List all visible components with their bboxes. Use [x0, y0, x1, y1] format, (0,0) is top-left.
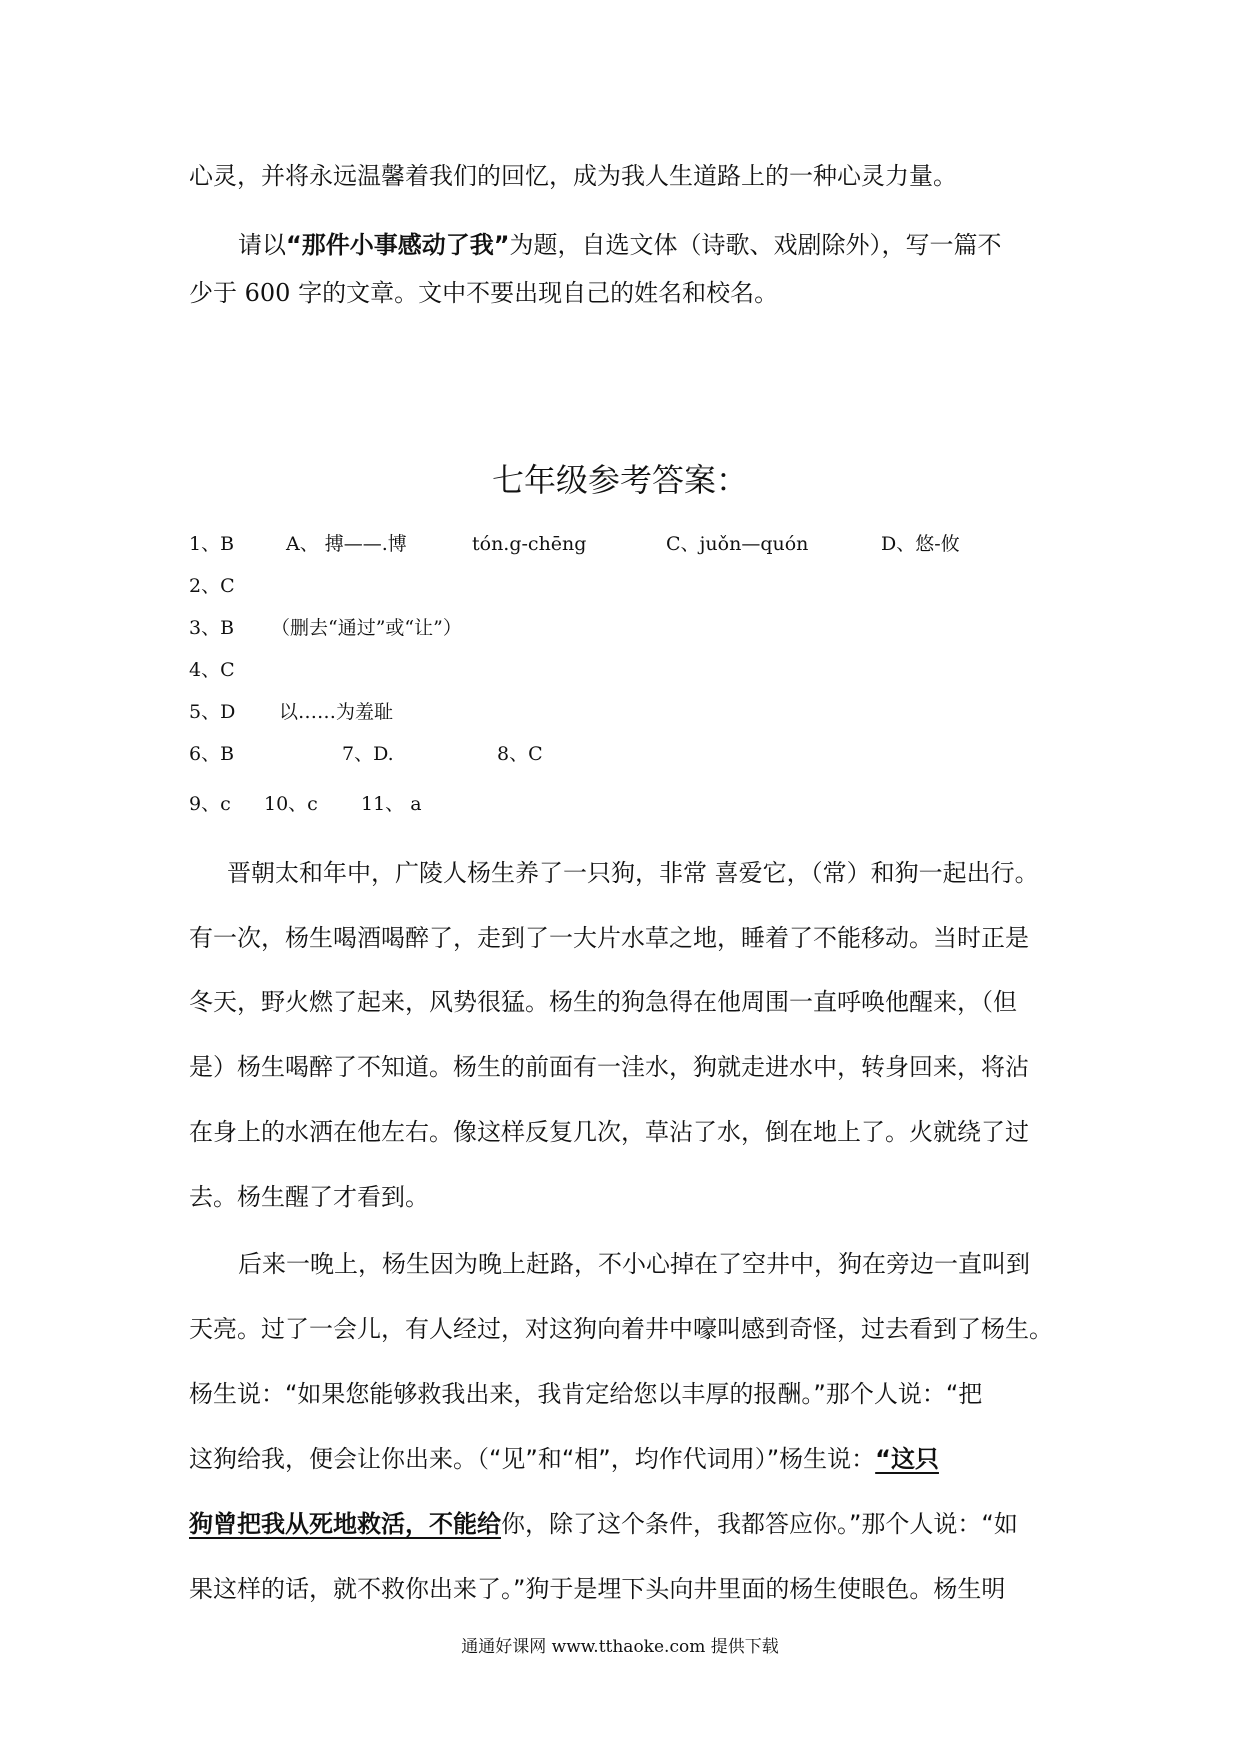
answer-11: 11、 a — [361, 793, 422, 815]
answer-1-c: C、juǒn—quón — [666, 533, 809, 555]
answer-1-b: tón.g-chēng — [472, 533, 587, 555]
answer-1-num: 1、B — [189, 533, 235, 555]
translation-line: 是）杨生喝醉了不知道。杨生的前面有一洼水，狗就走进水中，转身回来，将沾 — [189, 1053, 1029, 1081]
prompt-title: “那件小事感动了我” — [286, 231, 510, 259]
answer-5-num: 5、D — [189, 701, 236, 723]
translation-line: 后来一晚上，杨生因为晚上赶路，不小心掉在了空井中，狗在旁边一直叫到 — [238, 1250, 1030, 1278]
translation-line: 有一次，杨生喝酒喝醉了，走到了一大片水草之地，睡着了不能移动。当时正是 — [189, 924, 1029, 952]
answer-9: 9、c — [189, 793, 231, 815]
answer-7: 7、D. — [342, 743, 394, 765]
answer-9-11 — [189, 791, 422, 817]
emphasis-underlined: “这只 — [875, 1445, 939, 1473]
translation-line: 冬天，野火燃了起来，风势很猛。杨生的狗急得在他周围一直呼唤他醒来，（但 — [189, 988, 1017, 1016]
answer-2: 2、C — [189, 575, 235, 597]
translation-line — [189, 1443, 939, 1475]
translation-line: 天亮。过了一会儿，有人经过，对这狗向着井中嚎叫感到奇怪，过去看到了杨生。 — [189, 1315, 1053, 1343]
translation-text: 你，除了这个条件，我都答应你。”那个人说：“如 — [501, 1510, 1018, 1538]
answer-5-note: 以……为羞耻 — [279, 701, 394, 723]
translation-line — [189, 1508, 1018, 1540]
answer-8: 8、C — [497, 743, 543, 765]
essay-text-line: 心灵，并将永远温馨着我们的回忆，成为我人生道路上的一种心灵力量。 — [189, 162, 957, 190]
translation-text: 这狗给我，便会让你出来。（“见”和“相”，均作代词用）”杨生说： — [189, 1445, 876, 1473]
essay-prompt-line-2: 少于 600 字的文章。文中不要出现自己的姓名和校名。 — [189, 279, 779, 307]
answer-3-num: 3、B — [189, 617, 235, 639]
answer-6: 6、B — [189, 743, 235, 765]
translation-line: 去。杨生醒了才看到。 — [189, 1183, 429, 1211]
answers-title: 七年级参考答案： — [491, 461, 748, 499]
translation-line: 果这样的话，就不救你出来了。”狗于是埋下头向井里面的杨生使眼色。杨生明 — [189, 1575, 1006, 1603]
emphasis-underlined: 狗曾把我从死地救活，不能给 — [189, 1510, 501, 1538]
answer-1-a: A、 搏——.博 — [286, 533, 407, 555]
translation-line: 杨生说：“如果您能够救我出来，我肯定给您以丰厚的报酬。”那个人说：“把 — [189, 1380, 983, 1408]
prompt-suffix: 为题，自选文体（诗歌、戏剧除外），写一篇不 — [509, 231, 1002, 259]
prompt-prefix: 请以 — [238, 231, 286, 259]
page-footer: 通通好课网 www.tthaoke.com 提供下载 — [461, 1637, 779, 1657]
answer-10: 10、c — [264, 793, 318, 815]
answer-1 — [189, 531, 960, 557]
answer-1-d: D、悠-攸 — [881, 533, 960, 555]
essay-prompt-line — [238, 229, 1002, 261]
answer-3-note: （删去“通过”或“让”） — [271, 617, 462, 639]
answer-5 — [189, 699, 394, 725]
answer-4: 4、C — [189, 659, 235, 681]
translation-line: 在身上的水洒在他左右。像这样反复几次，草沾了水，倒在地上了。火就绕了过 — [189, 1118, 1029, 1146]
translation-line: 晋朝太和年中，广陵人杨生养了一只狗，非常 喜爱它，（常）和狗一起出行。 — [227, 859, 1039, 887]
answer-6-8 — [189, 741, 543, 767]
answer-3 — [189, 615, 462, 641]
